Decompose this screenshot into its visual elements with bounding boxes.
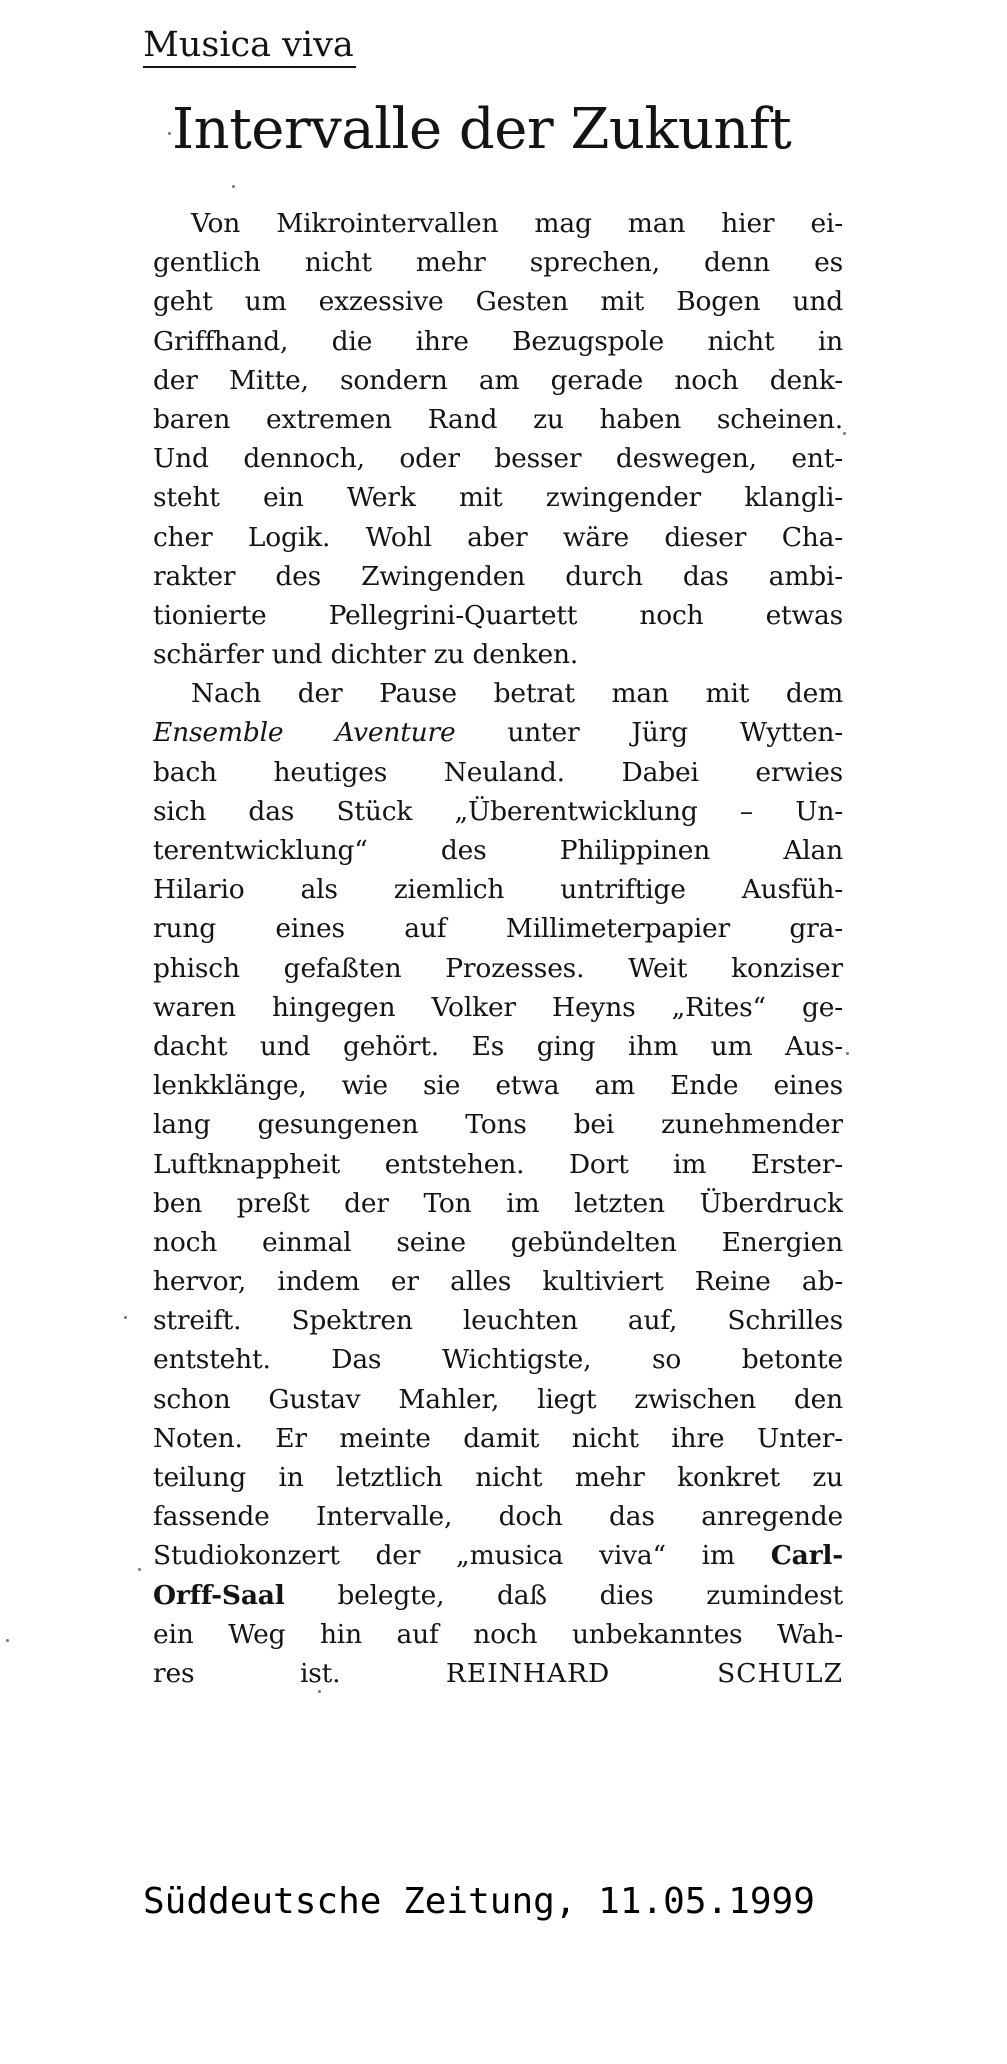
text-line: Griffhand, die ihre Bezugspole nicht in xyxy=(153,325,843,357)
venue-name-part: Carl- xyxy=(770,1540,843,1572)
text-line: bach heutiges Neuland. Dabei erwies xyxy=(153,756,843,788)
text-line: tionierte Pellegrini-Quartett noch etwas xyxy=(153,599,843,631)
text-line xyxy=(153,1576,843,1615)
text-line: streift. Spektren leuchten auf, Schrilles xyxy=(153,1305,843,1337)
text-line: lang gesungenen Tons bei zunehmender xyxy=(153,1109,843,1141)
text-line: Und dennoch, oder besser deswegen, ent- xyxy=(153,443,843,475)
source-citation: Süddeutsche Zeitung, 11.05.1999 xyxy=(143,1881,815,1922)
scan-speck xyxy=(843,432,846,435)
text-line: rakter des Zwingenden durch das ambi- xyxy=(153,560,843,592)
text-fragment: res ist. xyxy=(153,1657,341,1689)
scan-speck xyxy=(846,1052,849,1055)
text-fragment: Studiokonzert der „musica viva“ im xyxy=(153,1540,771,1572)
text-line: der Mitte, sondern am gerade noch denk- xyxy=(153,364,843,396)
text-line: lenkklänge, wie sie etwa am Ende eines xyxy=(153,1070,843,1102)
paragraph-2 xyxy=(153,674,843,1693)
text-line: ein Weg hin auf noch unbekanntes Wah- xyxy=(153,1618,843,1650)
text-line xyxy=(153,713,843,752)
text-line: geht um exzessive Gesten mit Bogen und xyxy=(153,286,843,318)
scan-speck xyxy=(138,1568,141,1571)
text-line: fassende Intervalle, doch das anregende xyxy=(153,1501,843,1533)
text-line: schon Gustav Mahler, liegt zwischen den xyxy=(153,1383,843,1415)
scan-speck xyxy=(6,1639,9,1642)
ensemble-name: Ensemble Aventure xyxy=(153,717,456,749)
paragraph-1 xyxy=(153,204,843,674)
text-line: ben preßt der Ton im letzten Überdruck xyxy=(153,1187,843,1219)
text-line: entsteht. Das Wichtigste, so betonte xyxy=(153,1344,843,1376)
text-line: baren extremen Rand zu haben scheinen. xyxy=(153,403,843,435)
article-body xyxy=(153,204,843,1693)
text-line: dacht und gehört. Es ging ihm um Aus- xyxy=(153,1030,843,1062)
scan-speck xyxy=(232,185,235,188)
text-line: phisch gefaßten Prozesses. Weit konziser xyxy=(153,952,843,984)
text-line: hervor, indem er alles kultiviert Reine ab- xyxy=(153,1266,843,1298)
scan-speck xyxy=(124,1316,127,1319)
byline-line xyxy=(153,1654,843,1693)
text-line: Von Mikrointervallen mag man hier ei- xyxy=(191,208,843,239)
text-line: schärfer und dichter zu denken. xyxy=(153,639,579,671)
text-line: teilung in letztlich nicht mehr konkret zu xyxy=(153,1462,843,1493)
scan-speck xyxy=(168,132,171,135)
text-line xyxy=(153,1536,843,1575)
text-line: terentwicklung“ des Philippinen Alan xyxy=(153,835,843,866)
text-line: waren hingegen Volker Heyns „Rites“ ge- xyxy=(153,991,843,1023)
text-line: Hilario als ziemlich untriftige Ausfüh- xyxy=(153,874,843,906)
headline: Intervalle der Zukunft xyxy=(172,97,792,162)
text-line: cher Logik. Wohl aber wäre dieser Cha- xyxy=(153,521,843,553)
text-line: steht ein Werk mit zwingender klangli- xyxy=(153,482,843,514)
text-line: sich das Stück „Überentwicklung – Un- xyxy=(153,795,843,827)
text-line: Nach der Pause betrat man mit dem xyxy=(191,678,843,710)
author-byline: REINHARD SCHULZ xyxy=(445,1657,843,1689)
text-fragment: unter Jürg Wytten- xyxy=(455,717,843,749)
scan-speck xyxy=(318,1690,321,1693)
text-line: Noten. Er meinte damit nicht ihre Unter- xyxy=(153,1422,843,1454)
text-line: noch einmal seine gebündelten Energien xyxy=(153,1226,843,1258)
text-line: rung eines auf Millimeterpapier gra- xyxy=(153,913,843,945)
text-fragment: belegte, daß dies zumindest xyxy=(284,1579,843,1611)
text-line: gentlich nicht mehr sprechen, denn es xyxy=(153,247,843,279)
section-kicker: Musica viva xyxy=(143,24,356,68)
text-line: Luftknappheit entstehen. Dort im Erster- xyxy=(153,1148,843,1180)
venue-name-part: Orff-Saal xyxy=(153,1579,285,1611)
